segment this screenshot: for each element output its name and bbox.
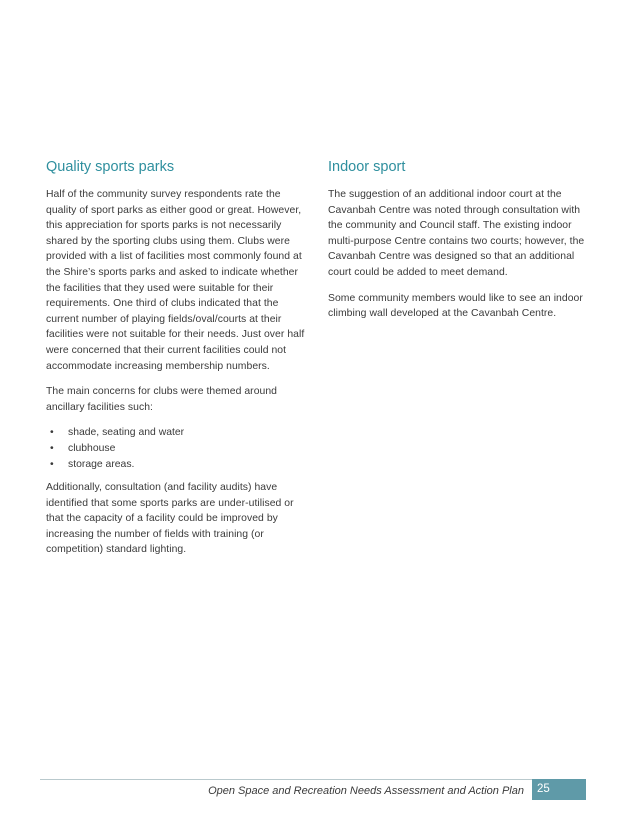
section-heading-indoor-sport: Indoor sport [328, 159, 406, 175]
right-column [328, 158, 586, 332]
bullet-icon: • [50, 427, 54, 439]
list-item-text: clubhouse [68, 442, 116, 454]
footer-document-title: Open Space and Recreation Needs Assessment and Action Plan [208, 785, 524, 797]
list-item [46, 457, 312, 473]
page-number: 25 [532, 779, 586, 800]
bullet-icon: • [50, 458, 54, 470]
section-heading-quality-sports-parks: Quality sports parks [46, 159, 175, 175]
footer-divider [40, 779, 586, 780]
paragraph: Additionally, consultation (and facility audits) have identified that some sports parks are under-utilised or that the capacity of a facility could be improved by increasing the number of fields with training (or competition) standard lighting. [46, 482, 294, 556]
left-column [46, 158, 312, 568]
list-item [46, 441, 312, 457]
bullet-icon: • [50, 442, 54, 454]
list-item [46, 425, 312, 441]
list-item-text: storage areas. [68, 458, 135, 470]
paragraph: The suggestion of an additional indoor court at the Cavanbah Centre was noted through consultation with the community and Council staff. The existing indoor multi-purpose Centre contains two courts; however, the Cavanbah Centre was designed so that an additional court could be added to meet demand. [328, 189, 585, 278]
list-item-text: shade, seating and water [68, 427, 185, 439]
bullet-list [46, 425, 312, 472]
paragraph: Some community members would like to see an indoor climbing wall developed at the Cavanbah Centre. [328, 292, 583, 320]
paragraph: The main concerns for clubs were themed around ancillary facilities such: [46, 386, 278, 413]
paragraph: Half of the community survey respondents rate the quality of sport parks as either good or great. However, this appreciation for sports parks is not necessarily shared by the sporting clubs using them. Clubs were provided with a list of facilities most commonly found at the Shire’s sports parks and asked to indicate whether the facilities that they used were suitable for their requirements. One third of clubs indicated that the current number of playing fields/oval/courts at their facilities were not suitable for their needs. Just over half were concerned that their current facilities could not accommodate increasing membership numbers. [46, 189, 305, 372]
